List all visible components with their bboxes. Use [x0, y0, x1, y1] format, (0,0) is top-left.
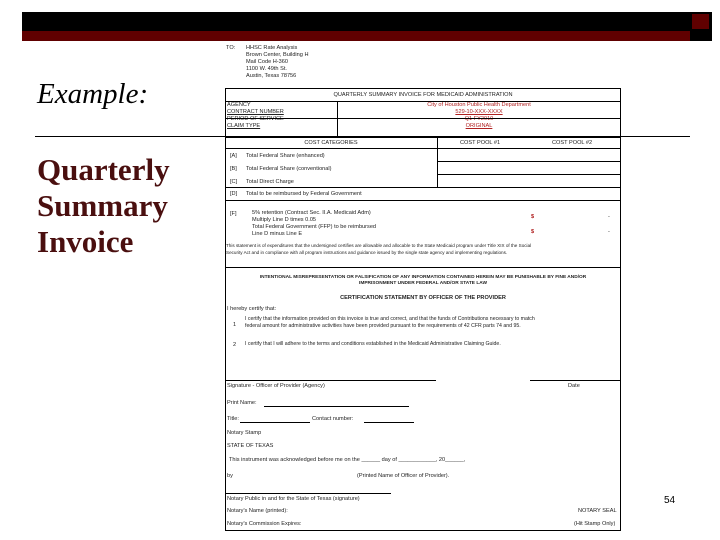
page-number: 54	[664, 495, 676, 506]
divider	[225, 187, 621, 188]
date-line	[530, 380, 620, 381]
row-d-label: Total to be reimbursed by Federal Government	[246, 191, 362, 197]
notary-stamp-label: Notary Stamp	[227, 430, 262, 436]
contract-number-value: 529-10-XXX-XXXX	[455, 109, 503, 115]
item-2-number: 2	[233, 342, 237, 348]
cost-pool-1-header: COST POOL #1	[460, 140, 501, 146]
address-line: Mail Code H-360	[246, 59, 288, 65]
state-label: STATE OF TEXAS	[227, 443, 274, 449]
title-line	[240, 422, 310, 423]
statement-line: Security Act and in compliance with all program instructions and guidance issued by the single state agency and implementing regulations.	[226, 250, 508, 255]
slide-heading: Example:	[37, 78, 149, 110]
print-name-label: Print Name:	[227, 400, 257, 406]
to-label: TO:	[226, 45, 236, 51]
title-line: Quarterly	[37, 152, 170, 187]
cost-categories-header: COST CATEGORIES	[304, 140, 358, 146]
signature-line	[226, 380, 436, 381]
row-b-code: [B]	[230, 166, 237, 172]
contact-label: Contact number:	[312, 416, 354, 422]
row-c-code: [C]	[230, 179, 238, 185]
f-amount-currency: $	[531, 229, 535, 235]
row-b-label: Total Federal Share (conventional)	[246, 166, 332, 172]
signature-label: Signature - Officer of Provider (Agency)	[227, 383, 325, 389]
hereby-text: I hereby certify that:	[227, 306, 277, 312]
row-c-label: Total Direct Charge	[246, 179, 294, 185]
notary-signature-line	[226, 493, 391, 494]
address-block	[246, 45, 309, 80]
warning-line: INTENTIONAL MISREPRESENTATION OR FALSIFICATION OF ANY INFORMATION CONTAINED HEREIN MAY BE PUNISHABLE BY FINE AND/OR	[259, 275, 587, 280]
notary-name-label: Notary's Name (printed):	[227, 508, 288, 514]
f-line: 5% retention (Contract Sec. II.A. Medicaid Adm)	[252, 210, 371, 216]
address-line: 1100 W. 49th St.	[246, 66, 287, 72]
divider	[225, 200, 621, 201]
divider	[225, 118, 621, 119]
divider	[437, 161, 621, 162]
address-line: Brown Center, Building H	[246, 52, 309, 58]
claim-type-label: CLAIM TYPE	[227, 123, 261, 129]
agency-label: AGENCY	[227, 102, 251, 108]
agency-value: City of Houston Public Health Department	[427, 102, 531, 108]
f-line: Total Federal Government (FFP) to be reimbursed	[252, 224, 377, 230]
divider	[225, 137, 621, 138]
f-line: Line D minus Line E	[252, 231, 303, 237]
certification-title: CERTIFICATION STATEMENT BY OFFICER OF THE PROVIDER	[340, 295, 506, 301]
field-values	[337, 102, 621, 130]
divider	[437, 137, 438, 187]
instrument-text: This instrument was acknowledged before me on the ______ day of ____________, 20______,	[229, 457, 466, 463]
row-d-code: [D]	[230, 191, 238, 197]
field-labels	[227, 102, 284, 130]
divider	[225, 267, 621, 268]
f-amount-value: -	[608, 214, 610, 220]
divider	[437, 174, 621, 175]
date-label: Date	[568, 383, 580, 389]
by-label: by	[227, 473, 233, 479]
printed-name-note: (Printed Name of Officer of Provider).	[357, 473, 450, 479]
cost-pool-2-header: COST POOL #2	[552, 140, 593, 146]
warning-line: IMPRISONMENT UNDER FEDERAL AND/OR STATE LAW	[358, 281, 487, 286]
notary-seal-label: NOTARY SEAL	[578, 508, 617, 514]
title-label: Title:	[227, 416, 239, 422]
f-line: Multiply Line D times 0.05	[252, 217, 317, 223]
item-2-text: I certify that I will adhere to the terms and conditions established in the Medicaid Administrative Claiming Guide.	[245, 341, 501, 347]
title-line: Invoice	[37, 224, 134, 259]
title-line: Summary	[37, 188, 168, 223]
statement-line: This statement is of expenditures that the undersigned certifies are allowable and allocable to the State Medicaid program under Title XIX of the Social	[226, 243, 532, 248]
row-f-code: [F]	[230, 211, 237, 217]
item-line: federal amount for administrative activities have been provided pursuant to the requirements of 42 CFR parts 74 and 95.	[245, 323, 521, 329]
notary-public-label: Notary Public in and for the State of Texas (signature)	[227, 496, 360, 502]
row-f-lines	[252, 210, 376, 238]
print-name-line	[264, 406, 409, 407]
claim-type-value: ORIGINAL	[465, 123, 493, 129]
period-label: PERIOD OF SERVICE	[227, 116, 284, 122]
divider	[225, 148, 621, 149]
form-title: QUARTERLY SUMMARY INVOICE FOR MEDICAID ADMINISTRATION	[333, 92, 513, 98]
f-amount-currency: $	[531, 214, 535, 220]
item-line: I certify that the information provided on this invoice is true and correct, and that the funds of Contributions necessary to match	[245, 316, 535, 322]
row-a-code: [A]	[230, 153, 237, 159]
address-line: HHSC Rate Analysis	[246, 45, 298, 51]
contact-line	[364, 422, 414, 423]
commission-label: Notary's Commission Expires:	[227, 521, 302, 527]
warning-text	[225, 275, 621, 287]
statement-text	[226, 242, 531, 256]
hit-stamp-label: (Hit Stamp Only)	[574, 521, 616, 527]
f-amount-value: -	[608, 229, 610, 235]
contract-number-label: CONTRACT NUMBER	[227, 109, 284, 115]
period-value: Q1 FY2010	[464, 116, 494, 122]
item-1-number: 1	[233, 322, 237, 328]
row-a-label: Total Federal Share (enhanced)	[246, 153, 325, 159]
address-line: Austin, Texas 78756	[246, 73, 297, 79]
item-1-text	[245, 316, 535, 330]
